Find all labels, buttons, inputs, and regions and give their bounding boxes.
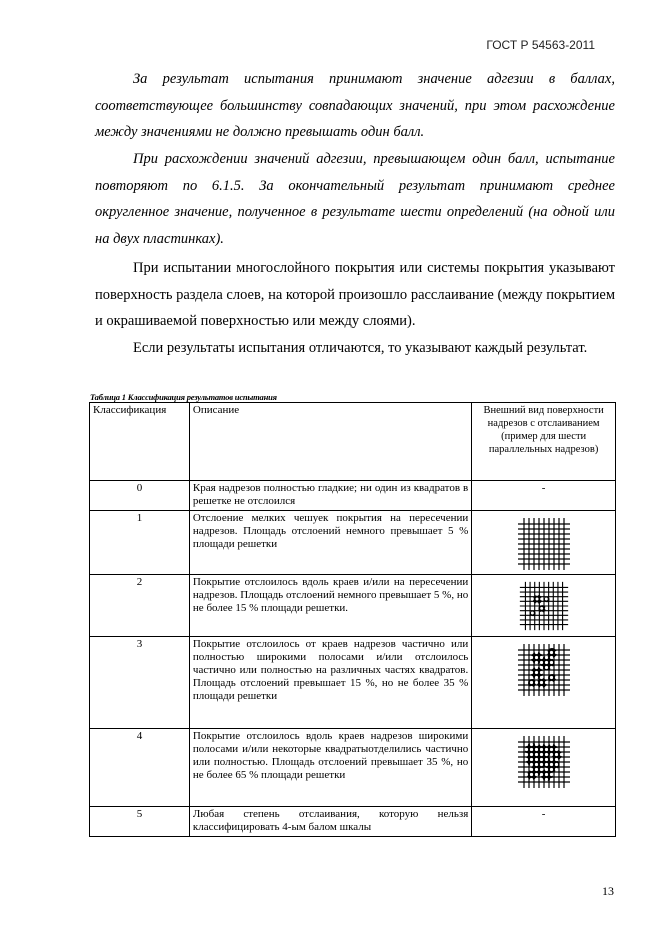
grid-cell <box>549 611 552 614</box>
grid-cell <box>531 593 534 596</box>
grid-cell <box>531 598 534 601</box>
grid-cell <box>535 602 538 605</box>
grid-cell <box>545 748 548 751</box>
grid-cell <box>545 525 548 528</box>
grid-cell <box>560 743 563 746</box>
paragraph-discrepancy <box>95 146 615 252</box>
grid-cell <box>535 555 538 558</box>
grid-cell <box>540 651 543 654</box>
grid-cell <box>535 671 538 674</box>
grid-cell <box>525 778 528 781</box>
grid-cell <box>535 607 538 610</box>
class-description: Края надрезов полностью гладкие; ни один из квадратов в решетке не отслоился <box>189 481 471 511</box>
grid-cell <box>555 651 558 654</box>
grid-cell <box>535 540 538 543</box>
grid-cell <box>526 593 529 596</box>
grid-cell <box>530 535 533 538</box>
grid-cell <box>550 545 553 548</box>
class-description: Покрытие отслоилось вдоль краев надрезов широкими полосами и/или некоторые квадратыотделились частично или полностью. Площадь отслоений превышает 35 %, но не более 65 % площади решетки <box>189 729 471 807</box>
grid-cell <box>558 593 561 596</box>
header-description: Описание <box>189 403 471 481</box>
grid-cell <box>535 743 538 746</box>
grid-cell <box>540 593 543 596</box>
grid-cell <box>550 666 553 669</box>
grid-cell <box>525 656 528 659</box>
grid-cell <box>560 661 563 664</box>
grid-cell <box>560 758 563 761</box>
grid-cell <box>544 611 547 614</box>
grid-cell <box>525 671 528 674</box>
grid-cell <box>526 602 529 605</box>
grid-cell <box>540 598 543 601</box>
grid-cell <box>535 686 538 689</box>
grid-cell <box>555 758 558 761</box>
grid-cell <box>535 621 538 624</box>
grid-cell <box>545 743 548 746</box>
grid-cell <box>560 535 563 538</box>
grid-cell <box>540 616 543 619</box>
header-appearance: Внешний вид поверхности надрезов с отслаиванием (пример для шести параллельных надрезов) <box>472 403 616 481</box>
grid-cell <box>558 588 561 591</box>
grid-cell <box>560 651 563 654</box>
grid-cell <box>531 621 534 624</box>
paragraph-text: При расхождении значений адгезии, превышающем один балл, испытание повторяют по 6.1.5. За окончательный результат принимают среднее округленное значение, полученное в результате шести определений (на одной или на двух пластинках). <box>95 151 615 247</box>
grid-cell <box>530 773 533 776</box>
grid-cell <box>525 743 528 746</box>
grid-cell <box>558 616 561 619</box>
grid-cell <box>550 748 553 751</box>
grid-cell <box>560 768 563 771</box>
table-caption: Таблица 1 Классификация результатов испытания <box>90 392 277 402</box>
grid-cell <box>560 545 563 548</box>
grid-cell <box>545 545 548 548</box>
grid-cell <box>535 651 538 654</box>
grid-4-icon <box>516 734 572 790</box>
grid-cell <box>530 753 533 756</box>
grid-cell <box>554 588 557 591</box>
grid-cell <box>545 758 548 761</box>
grid-cell <box>545 686 548 689</box>
grid-cell <box>544 598 547 601</box>
grid-cell <box>535 768 538 771</box>
grid-cell <box>554 598 557 601</box>
class-value: 5 <box>90 807 190 837</box>
grid-cell <box>535 616 538 619</box>
grid-cell <box>555 773 558 776</box>
grid-cell <box>540 560 543 563</box>
grid-cell <box>555 676 558 679</box>
grid-cell <box>530 671 533 674</box>
grid-cell <box>545 530 548 533</box>
grid-cell <box>525 686 528 689</box>
paragraph-different-results <box>95 335 615 362</box>
class-description: Отслоение мелких чешуек покрытия на пересечении надрезов. Площадь отслоений немного превышает 5 % площади решетки <box>189 511 471 575</box>
grid-cell <box>530 525 533 528</box>
grid-cell <box>540 666 543 669</box>
grid-cell <box>549 598 552 601</box>
grid-cell <box>545 768 548 771</box>
table-row <box>90 729 616 807</box>
grid-cell <box>550 560 553 563</box>
grid-cell <box>530 540 533 543</box>
class-description: Покрытие отслоилось от краев надрезов частично или полностью широкими полосами и/или отслоилось частично или полностью на различных частях квадратов. Площадь отслоений превышает 15 %, но не более 35 % площади решетки <box>189 637 471 729</box>
grid-1-icon <box>516 516 572 572</box>
paragraph-text: При испытании многослойного покрытия или системы покрытия указывают поверхность раздела слоев, на которой произошло расслаивание (между покрытием и окрашиваемой поверхностью или между слоями). <box>95 260 615 329</box>
grid-cell <box>525 535 528 538</box>
grid-cell <box>545 540 548 543</box>
grid-cell <box>535 656 538 659</box>
grid-cell <box>545 778 548 781</box>
grid-cell <box>545 773 548 776</box>
no-image-dash: - <box>541 482 546 494</box>
grid-cell <box>560 763 563 766</box>
grid-cell <box>555 540 558 543</box>
grid-cell <box>550 758 553 761</box>
grid-cell <box>555 666 558 669</box>
grid-cell <box>530 763 533 766</box>
grid-cell <box>535 525 538 528</box>
grid-cell <box>545 666 548 669</box>
grid-cell <box>560 681 563 684</box>
paragraph-multilayer <box>95 255 615 335</box>
class-description: Любая степень отслаивания, которую нельзя классифицировать 4-ым балом шкалы <box>189 807 471 837</box>
grid-cell <box>555 671 558 674</box>
paragraph-text: За результат испытания принимают значение адгезии в баллах, соответствующее большинству совпадающих значений, при этом расхождение между значениями не должно превышать один балл. <box>95 71 615 140</box>
grid-cell <box>540 758 543 761</box>
grid-cell <box>550 753 553 756</box>
grid-cell <box>555 550 558 553</box>
grid-cell <box>535 550 538 553</box>
grid-cell <box>554 616 557 619</box>
grid-cell <box>550 763 553 766</box>
grid-cell <box>530 545 533 548</box>
grid-cell <box>535 588 538 591</box>
grid-cell <box>560 540 563 543</box>
grid-cell <box>540 778 543 781</box>
class-value: 3 <box>90 637 190 729</box>
grid-cell <box>535 611 538 614</box>
grid-cell <box>540 540 543 543</box>
grid-cell <box>544 593 547 596</box>
grid-cell <box>560 748 563 751</box>
table-row <box>90 637 616 729</box>
table-row <box>90 511 616 575</box>
grid-cell <box>530 681 533 684</box>
grid-cell <box>525 540 528 543</box>
grid-cell <box>525 651 528 654</box>
grid-cell <box>558 607 561 610</box>
grid-cell <box>550 778 553 781</box>
grid-cell <box>535 778 538 781</box>
grid-cell <box>545 651 548 654</box>
grid-cell <box>560 555 563 558</box>
grid-cell <box>545 753 548 756</box>
grid-cell <box>530 560 533 563</box>
grid-cell <box>550 651 553 654</box>
grid-cell <box>560 686 563 689</box>
grid-cell <box>530 530 533 533</box>
grid-cell <box>555 681 558 684</box>
grid-cell <box>550 555 553 558</box>
grid-cell <box>554 611 557 614</box>
grid-cell <box>526 598 529 601</box>
grid-cell <box>540 686 543 689</box>
grid-cell <box>525 758 528 761</box>
grid-cell <box>530 661 533 664</box>
class-value: 0 <box>90 481 190 511</box>
grid-cell <box>560 525 563 528</box>
grid-cell <box>535 661 538 664</box>
no-image-dash: - <box>541 808 546 820</box>
grid-cell <box>550 671 553 674</box>
grid-cell <box>525 666 528 669</box>
class-description: Покрытие отслоилось вдоль краев и/или на пересечении надрезов. Площадь отслоений немного превышает 5 %, но не более 15 % площади решетки. <box>189 575 471 637</box>
grid-3-icon <box>516 642 572 698</box>
grid-cell <box>554 602 557 605</box>
page-number: 13 <box>602 884 614 898</box>
grid-cell <box>525 550 528 553</box>
grid-cell <box>545 681 548 684</box>
grid-cell <box>550 676 553 679</box>
grid-cell <box>540 656 543 659</box>
grid-cell <box>560 753 563 756</box>
grid-cell <box>555 661 558 664</box>
grid-cell <box>549 602 552 605</box>
classification-table <box>89 402 616 837</box>
grid-cell <box>525 525 528 528</box>
grid-cell <box>540 748 543 751</box>
header-classification: Классификация <box>90 403 190 481</box>
grid-cell <box>555 748 558 751</box>
grid-cell <box>545 656 548 659</box>
grid-cell <box>550 530 553 533</box>
grid-cell <box>550 686 553 689</box>
grid-cell <box>545 661 548 664</box>
grid-cell <box>525 555 528 558</box>
grid-cell <box>555 525 558 528</box>
grid-cell <box>550 525 553 528</box>
grid-cell <box>554 593 557 596</box>
grid-cell <box>560 560 563 563</box>
grid-cell <box>540 555 543 558</box>
grid-cell <box>540 530 543 533</box>
grid-cell <box>540 768 543 771</box>
table-header-row <box>90 403 616 481</box>
grid-cell <box>531 602 534 605</box>
grid-cell <box>549 588 552 591</box>
grid-cell <box>555 743 558 746</box>
grid-cell <box>525 753 528 756</box>
grid-cell <box>535 681 538 684</box>
grid-cell <box>530 778 533 781</box>
grid-cell <box>550 656 553 659</box>
grid-cell <box>555 753 558 756</box>
class-value: 4 <box>90 729 190 807</box>
grid-cell <box>535 666 538 669</box>
class-value: 1 <box>90 511 190 575</box>
grid-2-icon <box>516 580 572 632</box>
grid-cell <box>530 748 533 751</box>
grid-cell <box>544 607 547 610</box>
grid-cell <box>549 621 552 624</box>
paragraph-text: Если результаты испытания отличаются, то указывают каждый результат. <box>133 340 588 356</box>
grid-cell <box>540 661 543 664</box>
grid-cell <box>540 607 543 610</box>
grid-cell <box>525 768 528 771</box>
table-row <box>90 807 616 837</box>
grid-cell <box>535 545 538 548</box>
grid-cell <box>560 676 563 679</box>
grid-cell <box>525 676 528 679</box>
grid-cell <box>558 621 561 624</box>
table-row <box>90 575 616 637</box>
grid-cell <box>549 616 552 619</box>
grid-cell <box>555 763 558 766</box>
class-value: 2 <box>90 575 190 637</box>
grid-cell <box>540 621 543 624</box>
grid-cell <box>560 773 563 776</box>
grid-cell <box>560 656 563 659</box>
grid-cell <box>535 676 538 679</box>
grid-cell <box>555 768 558 771</box>
grid-cell <box>545 535 548 538</box>
grid-cell <box>540 588 543 591</box>
grid-cell <box>558 598 561 601</box>
grid-cell <box>530 550 533 553</box>
grid-cell <box>535 758 538 761</box>
grid-cell <box>544 588 547 591</box>
grid-cell <box>560 671 563 674</box>
grid-cell <box>530 768 533 771</box>
grid-cell <box>545 560 548 563</box>
grid-cell <box>531 616 534 619</box>
grid-cell <box>540 676 543 679</box>
grid-cell <box>535 598 538 601</box>
grid-cell <box>530 656 533 659</box>
grid-cell <box>550 540 553 543</box>
grid-cell <box>554 607 557 610</box>
grid-cell <box>540 753 543 756</box>
grid-cell <box>558 611 561 614</box>
grid-cell <box>560 666 563 669</box>
grid-cell <box>535 593 538 596</box>
grid-cell <box>558 602 561 605</box>
grid-cell <box>550 773 553 776</box>
grid-cell <box>535 530 538 533</box>
grid-cell <box>555 535 558 538</box>
grid-cell <box>535 748 538 751</box>
grid-cell <box>531 611 534 614</box>
grid-cell <box>554 621 557 624</box>
grid-cell <box>530 676 533 679</box>
grid-cell <box>531 607 534 610</box>
grid-cell <box>555 545 558 548</box>
grid-cell <box>555 686 558 689</box>
grid-cell <box>550 681 553 684</box>
grid-cell <box>530 686 533 689</box>
grid-cell <box>530 651 533 654</box>
paragraph-result-value <box>95 66 615 146</box>
grid-cell <box>550 661 553 664</box>
grid-cell <box>525 748 528 751</box>
grid-cell <box>540 743 543 746</box>
grid-cell <box>526 607 529 610</box>
grid-cell <box>526 621 529 624</box>
table-row <box>90 481 616 511</box>
grid-cell <box>550 550 553 553</box>
grid-cell <box>544 621 547 624</box>
grid-cell <box>550 535 553 538</box>
grid-cell <box>526 588 529 591</box>
grid-cell <box>545 671 548 674</box>
grid-cell <box>530 743 533 746</box>
grid-cell <box>540 763 543 766</box>
grid-cell <box>540 611 543 614</box>
grid-cell <box>525 681 528 684</box>
grid-cell <box>545 763 548 766</box>
grid-cell <box>540 602 543 605</box>
grid-cell <box>525 773 528 776</box>
grid-cell <box>544 602 547 605</box>
grid-cell <box>535 535 538 538</box>
grid-cell <box>540 550 543 553</box>
grid-cell <box>549 607 552 610</box>
grid-cell <box>560 550 563 553</box>
grid-cell <box>540 671 543 674</box>
grid-cell <box>525 530 528 533</box>
grid-cell <box>530 555 533 558</box>
grid-cell <box>555 560 558 563</box>
grid-cell <box>530 666 533 669</box>
grid-cell <box>544 616 547 619</box>
grid-cell <box>525 560 528 563</box>
grid-cell <box>540 525 543 528</box>
grid-cell <box>555 555 558 558</box>
grid-cell <box>540 535 543 538</box>
grid-cell <box>550 768 553 771</box>
grid-cell <box>525 661 528 664</box>
grid-cell <box>535 560 538 563</box>
grid-cell <box>540 681 543 684</box>
grid-cell <box>555 656 558 659</box>
grid-cell <box>525 545 528 548</box>
grid-cell <box>545 550 548 553</box>
grid-cell <box>526 611 529 614</box>
grid-cell <box>560 778 563 781</box>
document-header: ГОСТ Р 54563-2011 <box>486 38 595 52</box>
grid-cell <box>540 545 543 548</box>
grid-cell <box>545 555 548 558</box>
grid-cell <box>550 743 553 746</box>
grid-cell <box>530 758 533 761</box>
grid-cell <box>549 593 552 596</box>
grid-cell <box>526 616 529 619</box>
grid-cell <box>560 530 563 533</box>
grid-cell <box>555 530 558 533</box>
grid-cell <box>535 773 538 776</box>
grid-cell <box>535 753 538 756</box>
grid-cell <box>555 778 558 781</box>
grid-cell <box>525 763 528 766</box>
grid-cell <box>531 588 534 591</box>
grid-cell <box>535 763 538 766</box>
grid-cell <box>540 773 543 776</box>
grid-cell <box>545 676 548 679</box>
